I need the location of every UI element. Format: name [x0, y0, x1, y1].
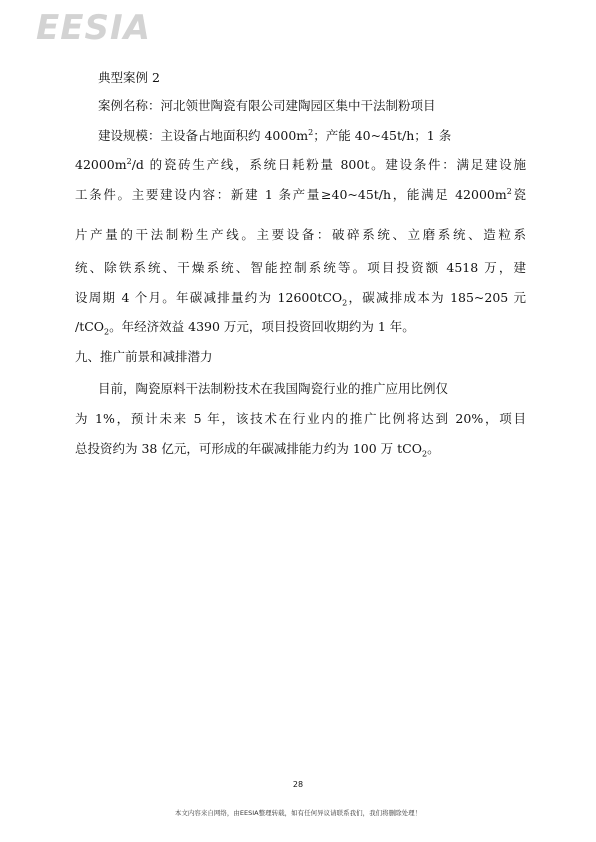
prospect-line-2: 为 1%，预计未来 5 年，该技术在行业内的推广比例将达到 20%，项目 [75, 411, 526, 426]
eesia-logo: EESIA [36, 8, 151, 48]
page-number: 28 [292, 780, 304, 789]
scale-line-1: 建设规模：主设备占地面积约 $4000m^2$；产能 40~45t/h；1 条 [98, 127, 452, 143]
prospect-line-3: 总投资约为 38 亿元，可形成的年碳减排能力约为 100 万 tCO$_2$。 [75, 441, 440, 459]
scale-line-6: 设周期 4 个月。年碳减排量约为 12600tCO$_2$，碳减排成本为 185~205 元 [75, 290, 526, 308]
footer-disclaimer: 本文内容来自网络，由EESIA整理转载，如有任何异议请联系我们，我们将删除处理！ [174, 809, 422, 817]
case-heading: 典型案例 2 [98, 70, 160, 85]
section-9-heading: 九、推广前景和减排潜力 [75, 349, 213, 364]
scale-line-5: 统、除铁系统、干燥系统、智能控制系统等。项目投资额 4518 万，建 [75, 260, 526, 275]
scale-line-4: 片产量的干法制粉生产线。主要设备：破碎系统、立磨系统、造粒系 [75, 227, 526, 242]
scale-line-7: /tCO$_2$。年经济效益 4390 万元，项目投资回收期约为 1 年。 [75, 319, 415, 337]
prospect-line-1: 目前，陶瓷原料干法制粉技术在我国陶瓷行业的推广应用比例仅 [98, 381, 449, 396]
scale-line-3: 工条件。主要建设内容：新建 1 条产量≥40~45t/h，能满足 $42000m^2$瓷 [75, 186, 526, 202]
case-name: 案例名称：河北领世陶瓷有限公司建陶园区集中干法制粉项目 [98, 98, 436, 113]
scale-line-2: $42000m^2/d$ 的瓷砖生产线，系统日耗粉量 800t。建设条件：满足建设施 [75, 156, 526, 172]
